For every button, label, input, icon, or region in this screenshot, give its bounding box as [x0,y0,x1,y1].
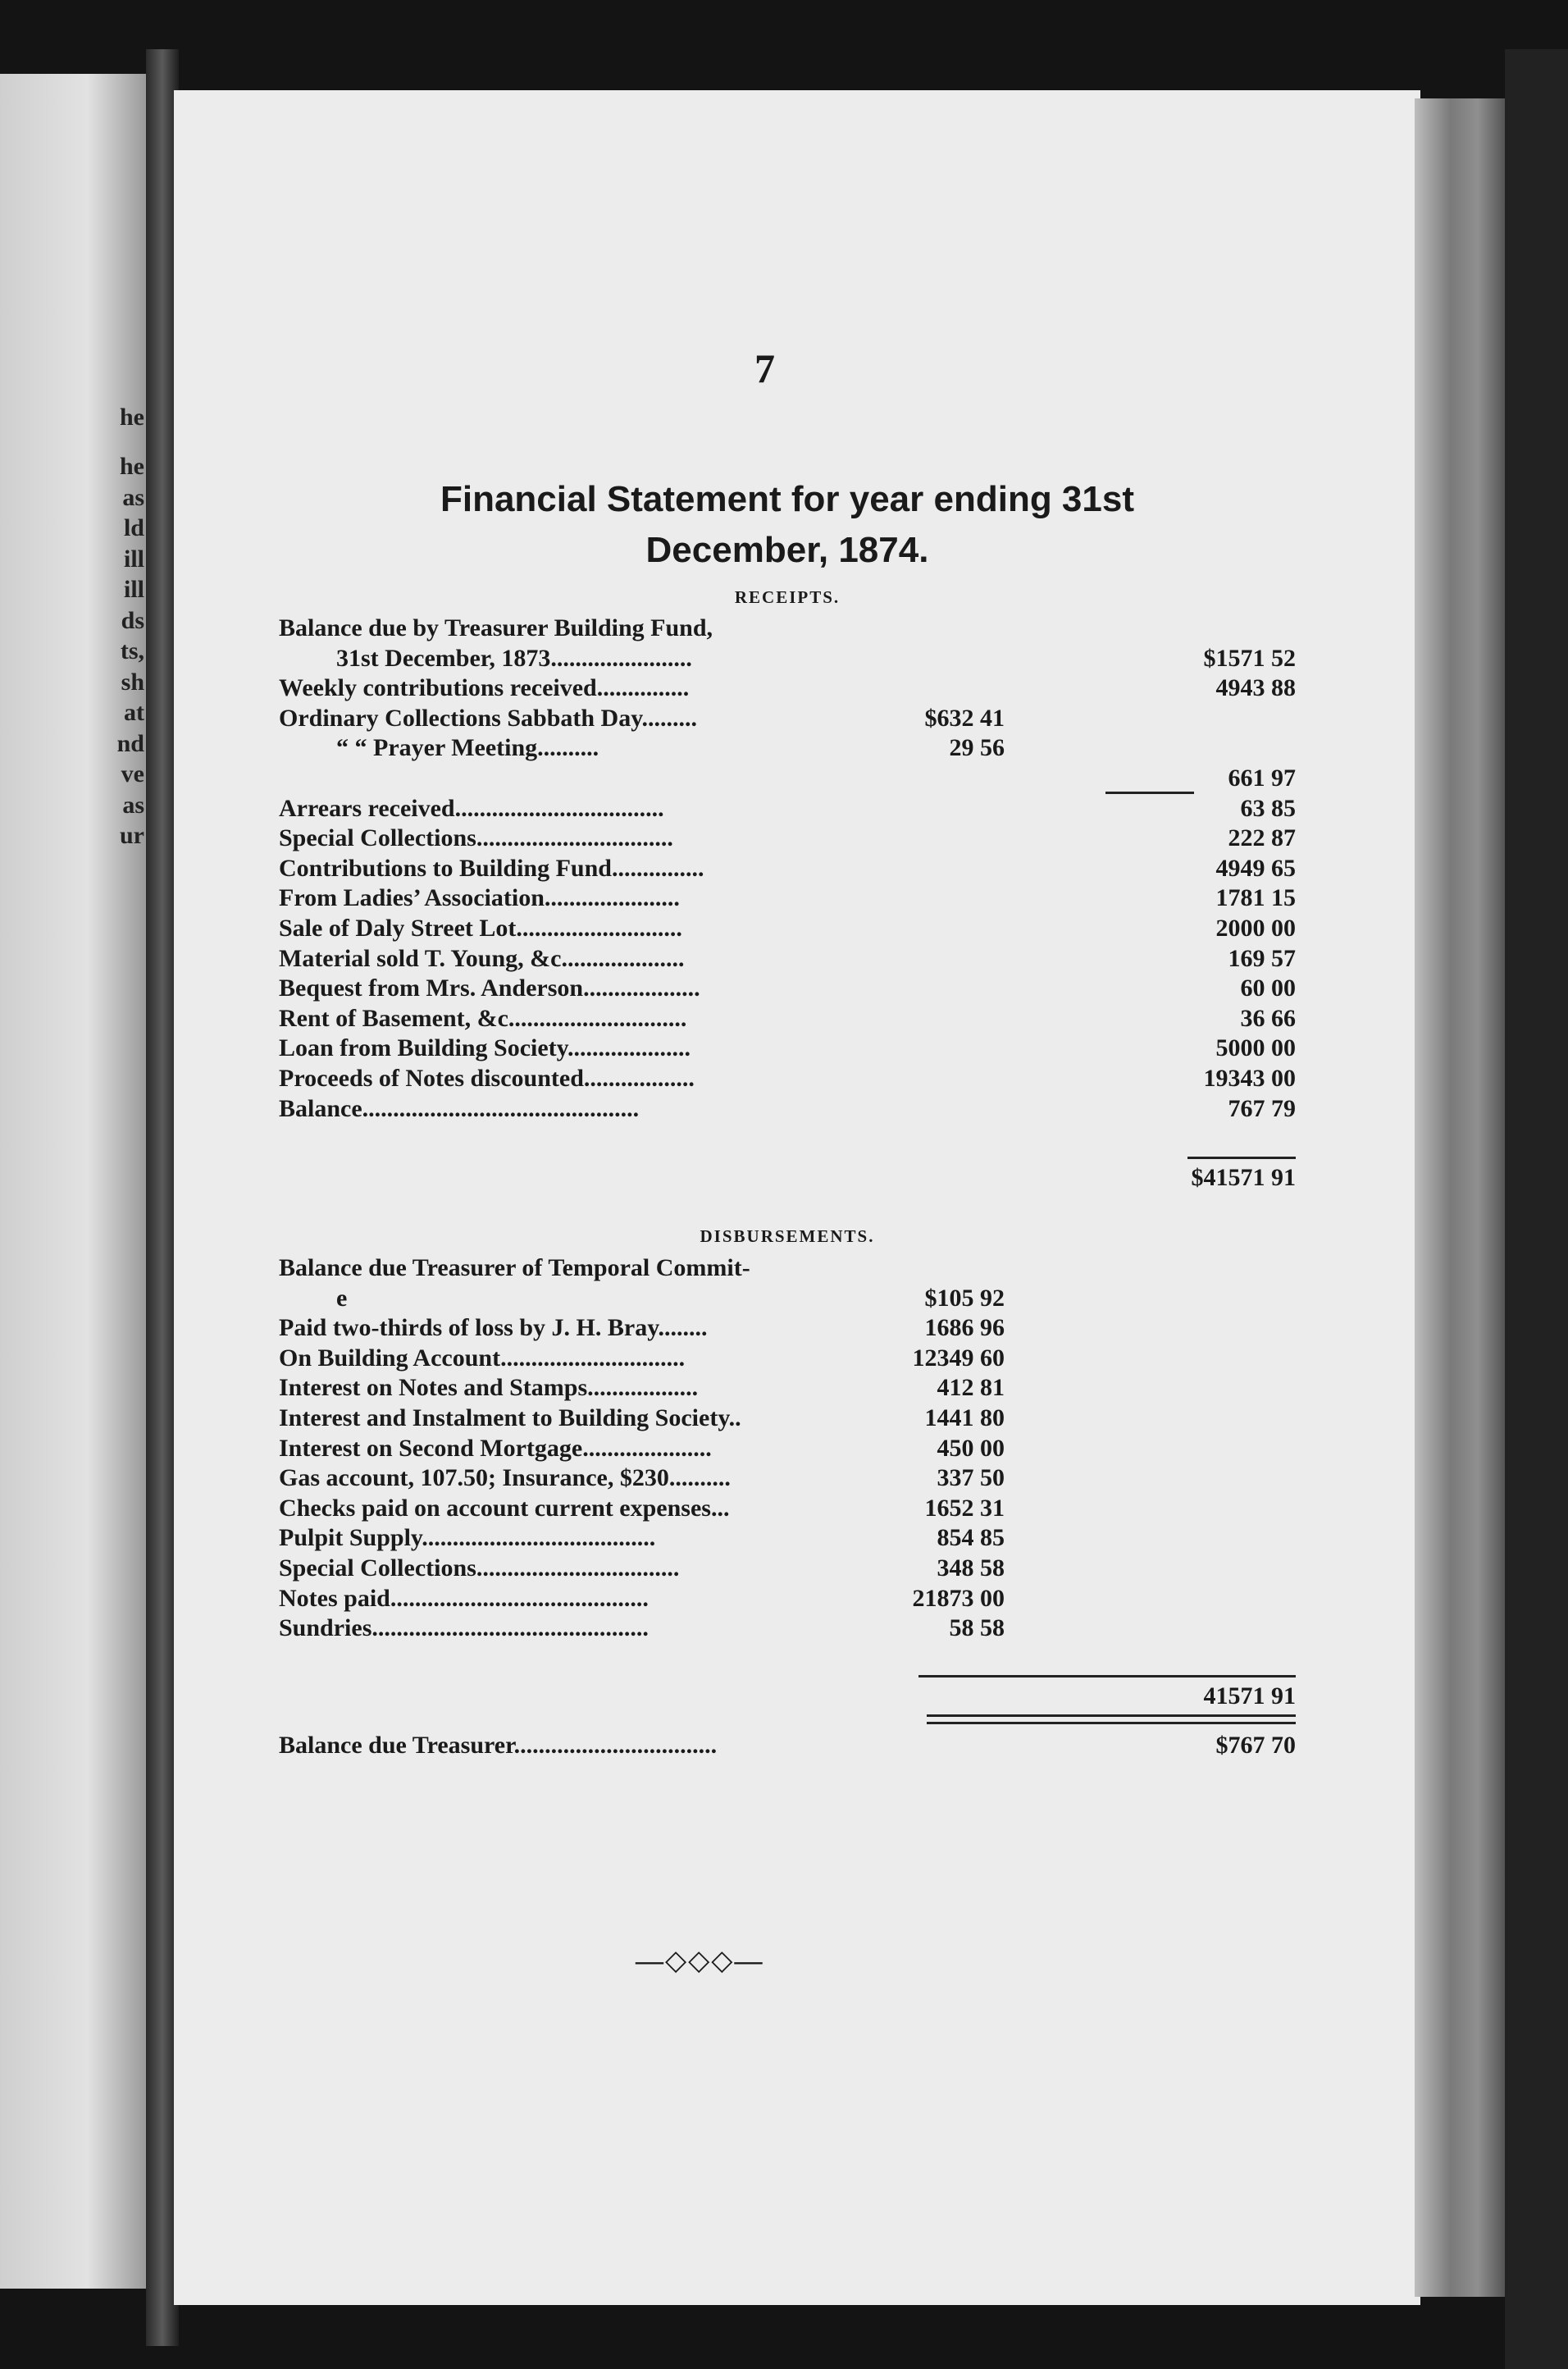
disbursements-total: 41571 91 [1203,1682,1296,1709]
receipt-label: Arrears received.................................. [279,794,664,822]
page-number: 7 [754,345,775,391]
disbursement-amount: 58 58 [949,1614,1005,1642]
receipt-label: Balance............................................. [279,1094,640,1122]
receipt-total: 60 00 [1240,975,1296,1002]
receipt-label: Weekly contributions received............... [279,674,690,702]
title-line-1: Financial Statement for year ending 31st [440,479,1134,519]
left-page-fragment: he [120,453,144,480]
disbursement-row [279,1404,1296,1434]
disbursements-ledger [279,1253,1296,1644]
disbursement-row [279,1554,1296,1584]
disbursement-row [279,1523,1296,1554]
disbursement-amount: 21873 00 [912,1584,1005,1612]
receipt-label: 31st December, 1873....................... [336,644,692,672]
receipt-label: From Ladies’ Association...................... [279,884,680,912]
page-stack-edge [1415,98,1505,2297]
left-page-fragment: as [122,791,144,819]
film-border [1505,49,1568,2369]
receipt-label: Sale of Daly Street Lot........................... [279,914,682,942]
receipt-label: Proceeds of Notes discounted.................. [279,1064,695,1092]
disbursement-row [279,1373,1296,1404]
receipt-amount: 29 56 [949,734,1005,762]
receipt-total: 4943 88 [1215,674,1296,702]
disbursement-label: Interest on Second Mortgage..................... [279,1434,712,1462]
disbursement-amount: 450 00 [937,1434,1005,1462]
receipt-label: “ “ Prayer Meeting.......... [336,734,599,762]
receipts-subtotal-rule [1105,792,1194,794]
receipt-row [279,944,1296,975]
left-page-fragment: he [120,404,144,431]
receipt-amount: $632 41 [924,704,1005,732]
receipt-row [279,1094,1296,1125]
disbursement-amount: 412 81 [937,1374,1005,1402]
receipt-row [279,644,1296,674]
receipt-row [279,764,1296,794]
receipt-label: Special Collections................................ [279,824,673,852]
receipt-total: 4949 65 [1215,854,1296,882]
receipt-label: Ordinary Collections Sabbath Day......... [279,704,698,732]
receipt-row [279,704,1296,734]
receipt-row [279,883,1296,914]
receipts-total-row [279,1163,1296,1194]
statement-title [279,474,1296,576]
receipt-total: 169 57 [1228,944,1296,972]
receipt-row [279,673,1296,704]
disbursement-amount: 1652 31 [924,1494,1005,1522]
disbursement-row [279,1284,1296,1314]
balance-due-row [279,1731,1296,1761]
balance-due-value: $767 70 [1215,1732,1296,1759]
disbursement-label: Special Collections................................. [279,1554,680,1582]
disbursement-row [279,1313,1296,1344]
receipt-total: 661 97 [1228,764,1296,792]
disbursement-amount: 1686 96 [924,1314,1005,1342]
disbursements-total-row [279,1682,1296,1712]
disbursement-row [279,1584,1296,1614]
disbursement-label: Sundries............................................. [279,1614,649,1642]
disbursement-amount: 854 85 [937,1524,1005,1552]
left-page-fragment: ld [123,514,144,541]
receipt-row [279,1064,1296,1094]
disbursement-label: Pulpit Supply...................................... [279,1524,656,1552]
receipt-row [279,1004,1296,1034]
receipt-total: 1781 15 [1215,884,1296,912]
disbursement-amount: 337 50 [937,1464,1005,1492]
left-page-fragment: at [124,699,144,726]
receipt-row [279,824,1296,854]
closing-ornament: —◇◇◇— [636,1946,764,1976]
disbursement-amount: 12349 60 [912,1344,1005,1372]
disbursement-label: Interest on Notes and Stamps.................. [279,1374,699,1402]
left-page-fragment: as [122,483,144,511]
disbursement-label: Notes paid.......................................... [279,1584,649,1612]
receipt-row [279,1034,1296,1064]
disbursement-row [279,1344,1296,1374]
receipt-label: Loan from Building Society.................... [279,1034,691,1062]
left-page-fragment: sh [121,668,144,696]
receipts-heading: RECEIPTS. [734,587,841,607]
disbursement-label: Checks paid on account current expenses... [279,1494,730,1522]
disbursements-heading: DISBURSEMENTS. [700,1226,875,1246]
disbursement-label: Gas account, 107.50; Insurance, $230.......... [279,1464,731,1492]
disbursement-label: Paid two-thirds of loss by J. H. Bray........ [279,1314,708,1342]
receipt-total: 767 79 [1228,1094,1296,1122]
left-page-fragment: ts, [120,637,144,664]
receipts-total: $41571 91 [1191,1164,1296,1191]
left-page-fragment: ill [123,576,144,603]
left-page-fragment: ur [120,822,144,849]
disbursement-amount: $105 92 [924,1284,1005,1312]
receipt-total: 19343 00 [1203,1064,1296,1092]
receipts-ledger [279,614,1296,1124]
document-page [174,90,1420,2305]
receipt-total: 222 87 [1228,824,1296,852]
disbursements-total-rule [918,1675,1296,1677]
disbursement-row [279,1614,1296,1644]
receipt-row [279,614,1296,644]
receipt-row [279,733,1296,764]
receipt-label: Material sold T. Young, &c.................... [279,944,685,972]
left-page-fragment: ds [121,606,144,634]
disbursement-amount: 1441 80 [924,1404,1005,1431]
balance-due-label: Balance due Treasurer................................. [279,1732,718,1759]
receipt-label: Bequest from Mrs. Anderson................... [279,975,700,1002]
disbursement-label: e [336,1284,348,1312]
receipt-row [279,794,1296,824]
receipt-total: 5000 00 [1215,1034,1296,1062]
disbursement-row [279,1434,1296,1464]
receipt-total: $1571 52 [1203,644,1296,672]
disbursement-amount: 348 58 [937,1554,1005,1582]
receipts-total-rule [1187,1157,1296,1159]
receipt-total: 36 66 [1240,1004,1296,1032]
left-page-fragment: nd [116,729,144,757]
receipt-row [279,854,1296,884]
disbursement-row [279,1463,1296,1494]
receipt-total: 63 85 [1240,794,1296,822]
left-page-fragment: ve [121,760,144,787]
disbursement-label: Interest and Instalment to Building Society.. [279,1404,741,1431]
receipt-total: 2000 00 [1215,914,1296,942]
disbursement-label: Balance due Treasurer of Temporal Commit- [279,1254,750,1281]
receipt-row [279,914,1296,944]
receipt-label: Contributions to Building Fund............... [279,854,704,882]
disbursement-label: On Building Account.............................. [279,1344,686,1372]
receipt-label: Balance due by Treasurer Building Fund, [279,614,713,641]
disbursement-row [279,1494,1296,1524]
receipt-label: Rent of Basement, &c............................. [279,1004,687,1032]
left-page-fragment: ill [123,545,144,573]
receipt-row [279,974,1296,1004]
disbursement-row [279,1253,1296,1284]
double-rule [927,1714,1296,1724]
title-line-2: December, 1874. [645,530,929,570]
